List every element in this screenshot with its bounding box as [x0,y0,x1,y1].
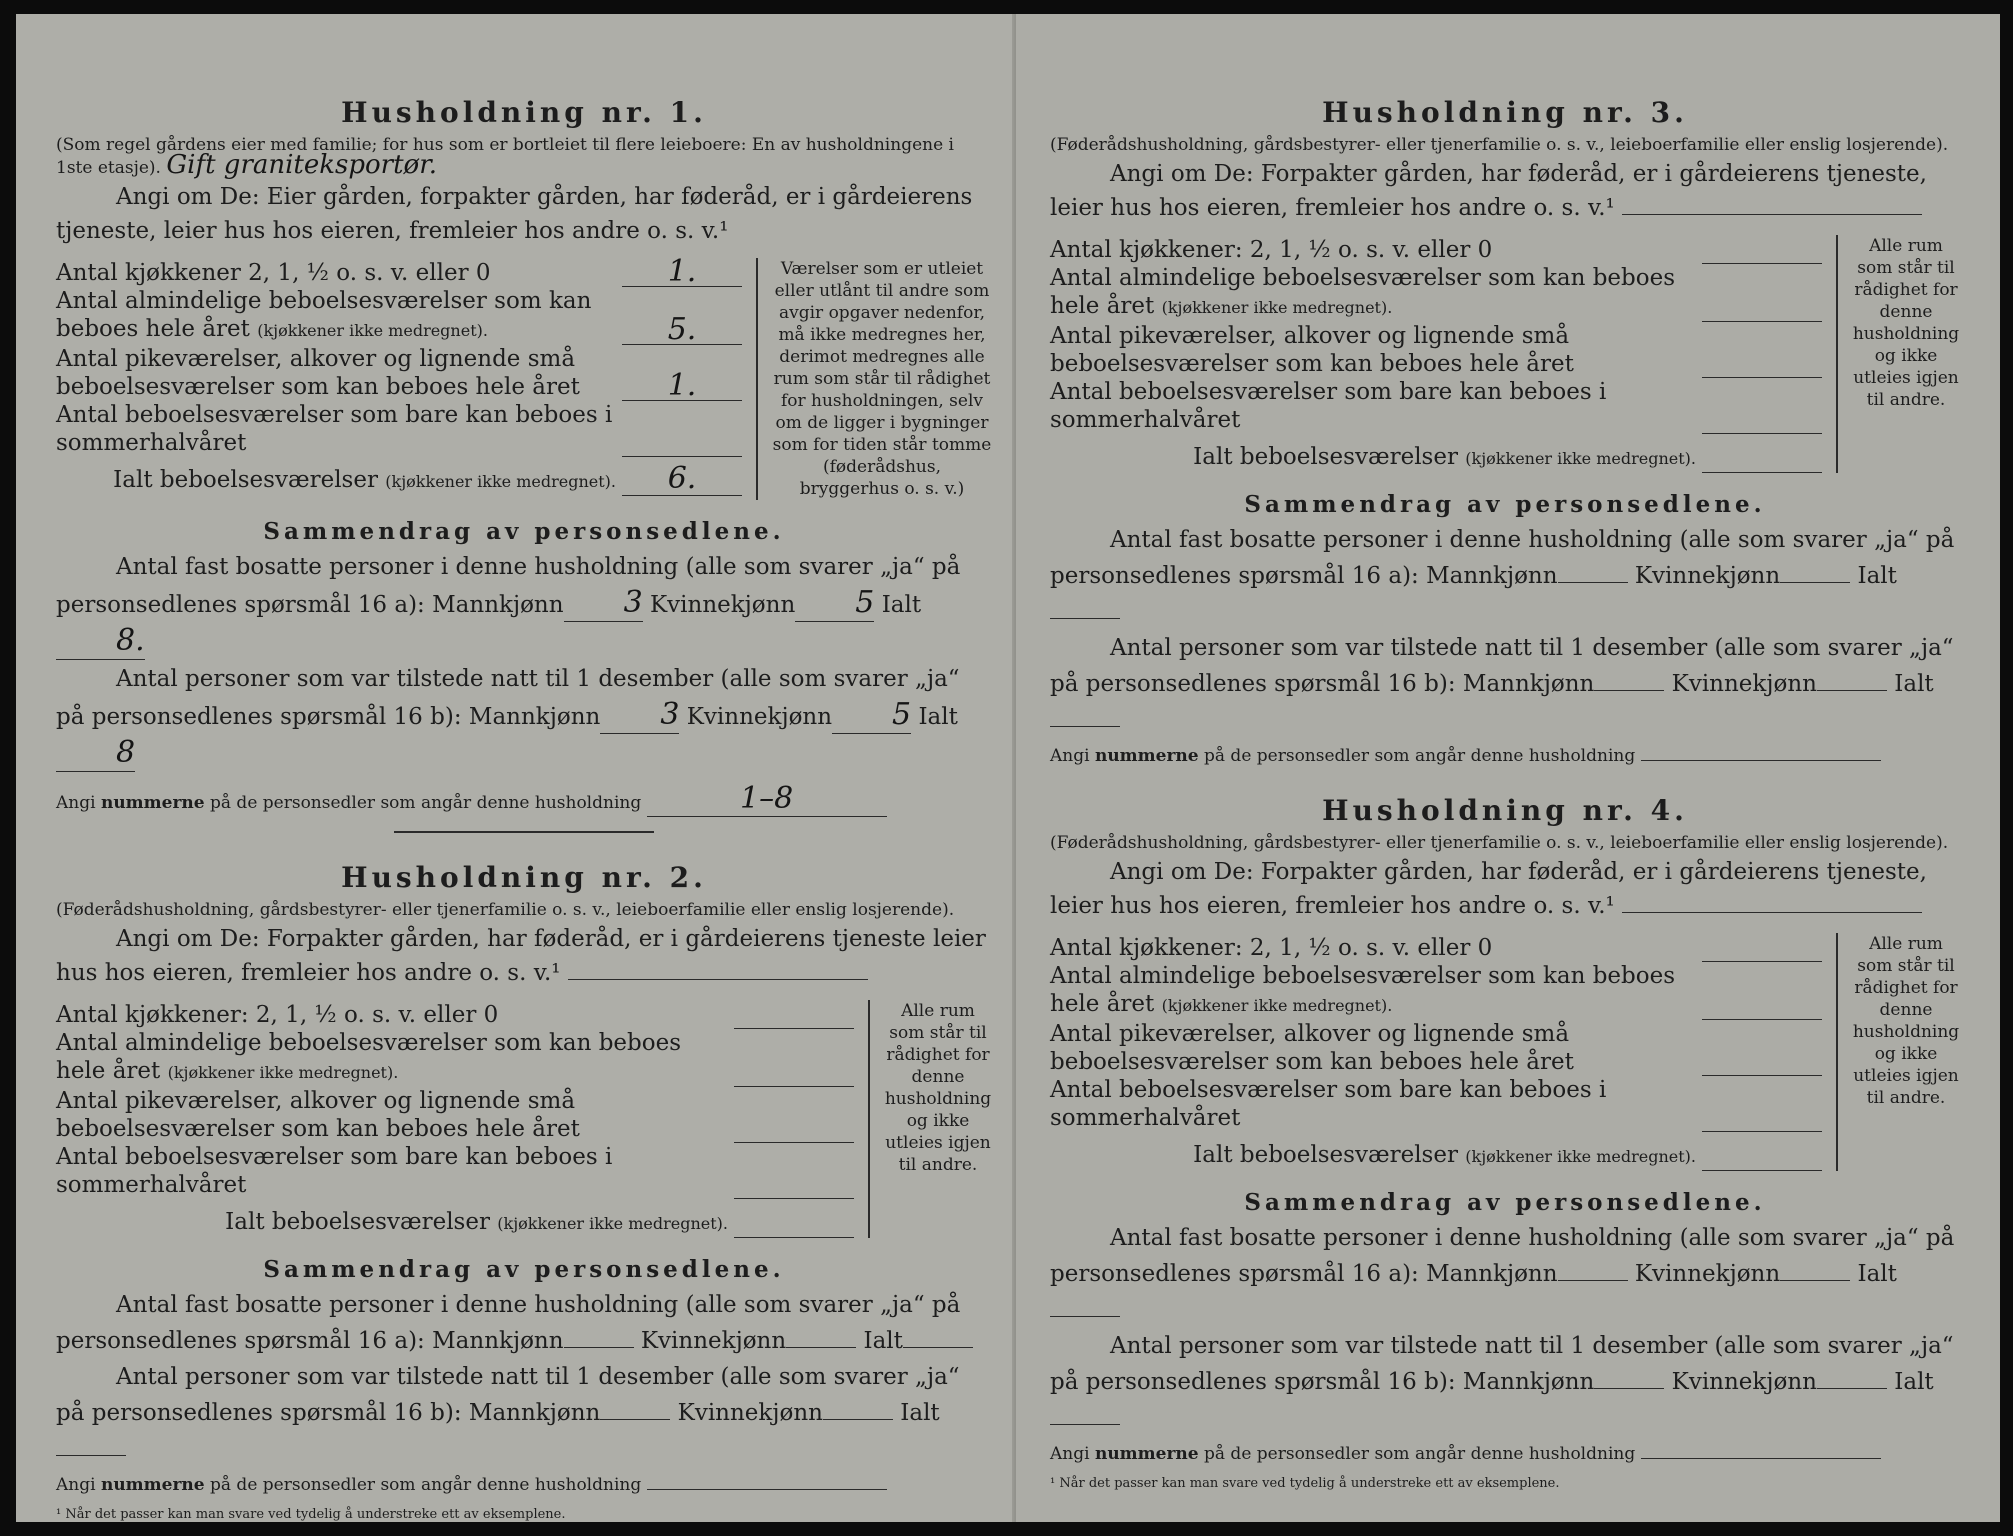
total-rooms-value[interactable] [734,1207,854,1238]
summer-rooms-value[interactable] [622,428,742,457]
household-title: Husholdning nr. 4. [1322,794,1688,827]
kitchens-value[interactable] [1702,235,1822,264]
person-numbers-value[interactable] [1641,760,1881,761]
household-title: Husholdning nr. 2. [341,861,707,894]
household-title: Husholdning nr. 3. [1322,96,1688,129]
small-rooms-row: Antal pikeværelser, alkover og lignende små beboelsesværelser som kan beboes hele året 1. [56,345,742,401]
summer-rooms-row: Antal beboelsesværelser som bare kan beboes i sommerhalvåret [1050,378,1822,434]
total-16b[interactable] [1050,726,1120,727]
rooms-row: Antal almindelige beboelsesværelser som kan beboes hele året (kjøkkener ikke medregnet). [1050,962,1822,1020]
tenure-question: Angi om De: Forpakter gården, har føderåd, er i gårdeierens tjeneste, leier hus hos eieren, fremleier hos andre o. s. v.¹ [1050,859,1927,919]
small-rooms-row: Antal pikeværelser, alkover og lignende små beboelsesværelser som kan beboes hele året [1050,1020,1822,1076]
small-rooms-row: Antal pikeværelser, alkover og lignende små beboelsesværelser som kan beboes hele året [56,1087,854,1143]
person-numbers-value[interactable]: 1–8 [647,781,887,817]
left-page [16,14,1016,1522]
room-counts [56,254,992,500]
female-16a[interactable] [1780,582,1850,583]
household-note: (Føderådshusholdning, gårdsbestyrer- eller tjenerfamilie o. s. v., leieboerfamilie eller enslig losjerende). [1050,135,1949,155]
household-note: (Føderådshusholdning, gårdsbestyrer- eller tjenerfamilie o. s. v., leieboerfamilie eller enslig losjerende). [1050,833,1949,853]
male-16a[interactable] [1558,582,1628,583]
tenure-question: Angi om De: Forpakter gården, har føderåd, er i gårdeierens tjeneste leier hus hos eieren, fremleier hos andre o. s. v.¹ [56,926,986,986]
side-note: Alle rum som står til rådighet for denne husholdning og ikke utleies igjen til andre. [1836,235,1960,473]
total-rooms-row: Ialt beboelsesværelser (kjøkkener ikke medregnet). [1050,1140,1822,1171]
side-note: Alle rum som står til rådighet for denne husholdning og ikke utleies igjen til andre. [868,1000,992,1238]
total-rooms-value[interactable] [1702,442,1822,473]
male-16b[interactable] [600,1419,670,1420]
summer-rooms-row: Antal beboelsesværelser som bare kan beboes i sommerhalvåret [56,401,742,457]
female-16b[interactable] [1817,1388,1887,1389]
kitchens-value[interactable]: 1. [622,258,742,287]
small-rooms-value[interactable] [1702,1047,1822,1076]
rooms-row: Antal almindelige beboelsesværelser som kan beboes hele året (kjøkkener ikke medregnet). [1050,264,1822,322]
person-numbers-value[interactable] [1641,1458,1881,1459]
total-16a[interactable] [1050,1316,1120,1317]
total-16a[interactable]: 8. [56,623,145,660]
household-2 [56,861,992,1522]
female-16a[interactable]: 5 [795,585,874,622]
small-rooms-row: Antal pikeværelser, alkover og lignende små beboelsesværelser som kan beboes hele året [1050,322,1822,378]
tenure-question: Angi om De: Eier gården, forpakter gården, har føderåd, er i gårdeierens tjeneste, leier hus hos eieren, fremleier hos andre o. s. v.¹ [56,184,973,244]
summary-16a: Antal fast bosatte personer i denne husholdning (alle som svarer „ja“ på personsedlenes spørsmål 16 a): Mannkjønn Kvinnekjønn Ialt [1050,1220,1960,1328]
side-note: Værelser som er utleiet eller utlånt til andre som avgir opgaver nedenfor, må ikke medregnes her, derimot medregnes alle rum som står til rådighet for husholdningen, selv om de ligger i bygninger som for tiden står tomme (føderådshus, bryggerhus o. s. v.) [756,258,992,500]
right-page [1016,14,2000,1522]
total-16b[interactable] [56,1455,126,1456]
kitchens-row: Antal kjøkkener 2, 1, ½ o. s. v. eller 0 1. [56,258,742,287]
kitchens-value[interactable] [734,1000,854,1029]
female-16a[interactable] [786,1347,856,1348]
total-16b[interactable] [1050,1424,1120,1425]
person-numbers-line: Angi nummerne på de personsedler som angår denne husholdning 1–8 [56,781,992,817]
summary-16a: Antal fast bosatte personer i denne husholdning (alle som svarer „ja“ på personsedlenes spørsmål 16 a): Mannkjønn Kvinnekjønn Ialt [1050,522,1960,630]
census-form-sheet [16,14,2000,1522]
total-rooms-row: Ialt beboelsesværelser (kjøkkener ikke medregnet). 6. [56,465,742,496]
footnote: ¹ Når det passer kan man svare ved tydelig å understreke ett av eksemplene. [56,1507,566,1522]
summer-rooms-value[interactable] [1702,405,1822,434]
female-16b[interactable] [823,1419,893,1420]
kitchens-value[interactable] [1702,933,1822,962]
person-numbers-line: Angi nummerne på de personsedler som angår denne husholdning [1050,746,1960,766]
household-3 [1050,96,1960,766]
total-16b[interactable]: 8 [56,735,135,772]
female-16a[interactable] [1780,1280,1850,1281]
summer-rooms-row: Antal beboelsesværelser som bare kan beboes i sommerhalvåret [1050,1076,1822,1132]
room-counts [1050,933,1960,1171]
kitchens-row: Antal kjøkkener: 2, 1, ½ o. s. v. eller 0 [1050,235,1822,264]
summer-rooms-value[interactable] [1702,1103,1822,1132]
divider [394,831,654,833]
rooms-value[interactable] [1702,293,1822,322]
female-16b[interactable]: 5 [832,697,911,734]
rooms-value[interactable] [1702,991,1822,1020]
tenure-question: Angi om De: Forpakter gården, har føderåd, er i gårdeierens tjeneste, leier hus hos eieren, fremleier hos andre o. s. v.¹ [1050,161,1927,221]
kitchens-row: Antal kjøkkener: 2, 1, ½ o. s. v. eller 0 [1050,933,1822,962]
kitchens-row: Antal kjøkkener: 2, 1, ½ o. s. v. eller 0 [56,1000,854,1029]
summer-rooms-value[interactable] [734,1170,854,1199]
male-16a[interactable] [1558,1280,1628,1281]
male-16b[interactable]: 3 [600,697,679,734]
summary-title: Sammendrag av personsedlene. [263,518,785,545]
household-note: (Som regel gårdens eier med familie; for hus som er bortleiet til flere leieboere: En av husholdningene i 1ste etasje). Gift graniteksportør. [56,135,954,180]
summary-16b: Antal personer som var tilstede natt til 1 desember (alle som svarer „ja“ på personsedlenes spørsmål 16 b): Mannkjønn 3 Kvinnekjønn 5 Ialt8 [56,666,960,770]
small-rooms-value[interactable]: 1. [622,372,742,401]
household-title: Husholdning nr. 1. [341,96,707,129]
summary-title: Sammendrag av personsedlene. [1244,491,1766,518]
male-16b[interactable] [1594,690,1664,691]
total-rooms-value[interactable]: 6. [622,465,742,496]
total-rooms-row: Ialt beboelsesværelser (kjøkkener ikke medregnet). [56,1207,854,1238]
summary-16b: Antal personer som var tilstede natt til 1 desember (alle som svarer „ja“ på personsedlenes spørsmål 16 b): Mannkjønn Kvinnekjønn Ialt [1050,630,1960,738]
room-counts [56,1000,992,1238]
person-numbers-value[interactable] [647,1489,887,1490]
rooms-value[interactable]: 5. [622,316,742,345]
person-numbers-line: Angi nummerne på de personsedler som angår denne husholdning [1050,1444,1960,1464]
person-numbers-line: Angi nummerne på de personsedler som angår denne husholdning [56,1475,992,1495]
male-16b[interactable] [1594,1388,1664,1389]
male-16a[interactable]: 3 [564,585,643,622]
summary-title: Sammendrag av personsedlene. [263,1256,785,1283]
summary-16b: Antal personer som var tilstede natt til 1 desember (alle som svarer „ja“ på personsedlenes spørsmål 16 b): Mannkjønn Kvinnekjønn Ialt [1050,1328,1960,1436]
rooms-row: Antal almindelige beboelsesværelser som kan beboes hele året (kjøkkener ikke medregnet). [56,1029,854,1087]
footnote: ¹ Når det passer kan man svare ved tydelig å understreke ett av eksemplene. [1050,1476,1560,1491]
small-rooms-value[interactable] [1702,349,1822,378]
rooms-value[interactable] [734,1058,854,1087]
total-16a[interactable] [1050,618,1120,619]
small-rooms-value[interactable] [734,1114,854,1143]
summary-16a: Antal fast bosatte personer i denne husholdning (alle som svarer „ja“ på personsedlenes spørsmål 16 a): Mannkjønn Kvinnekjønn Ialt [56,1287,992,1359]
total-rooms-row: Ialt beboelsesværelser (kjøkkener ikke medregnet). [1050,442,1822,473]
side-note: Alle rum som står til rådighet for denne husholdning og ikke utleies igjen til andre. [1836,933,1960,1171]
household-1 [56,96,992,833]
total-rooms-value[interactable] [1702,1140,1822,1171]
summary-title: Sammendrag av personsedlene. [1244,1189,1766,1216]
summary-16b: Antal personer som var tilstede natt til 1 desember (alle som svarer „ja“ på personsedlenes spørsmål 16 b): Mannkjønn Kvinnekjønn Ialt [56,1359,992,1467]
rooms-row: Antal almindelige beboelsesværelser som kan beboes hele året (kjøkkener ikke medregnet). 5. [56,287,742,345]
room-counts [1050,235,1960,473]
male-16a[interactable] [564,1347,634,1348]
summary-16a: Antal fast bosatte personer i denne husholdning (alle som svarer „ja“ på personsedlenes spørsmål 16 a): Mannkjønn 3 Kvinnekjønn 5 Ialt8. [56,554,961,658]
handwritten-occupation: Gift graniteksportør. [166,150,438,180]
summer-rooms-row: Antal beboelsesværelser som bare kan beboes i sommerhalvåret [56,1143,854,1199]
female-16b[interactable] [1817,690,1887,691]
household-4 [1050,794,1960,1491]
household-note: (Føderådshusholdning, gårdsbestyrer- eller tjenerfamilie o. s. v., leieboerfamilie eller enslig losjerende). [56,900,955,920]
total-16a[interactable] [903,1347,973,1348]
